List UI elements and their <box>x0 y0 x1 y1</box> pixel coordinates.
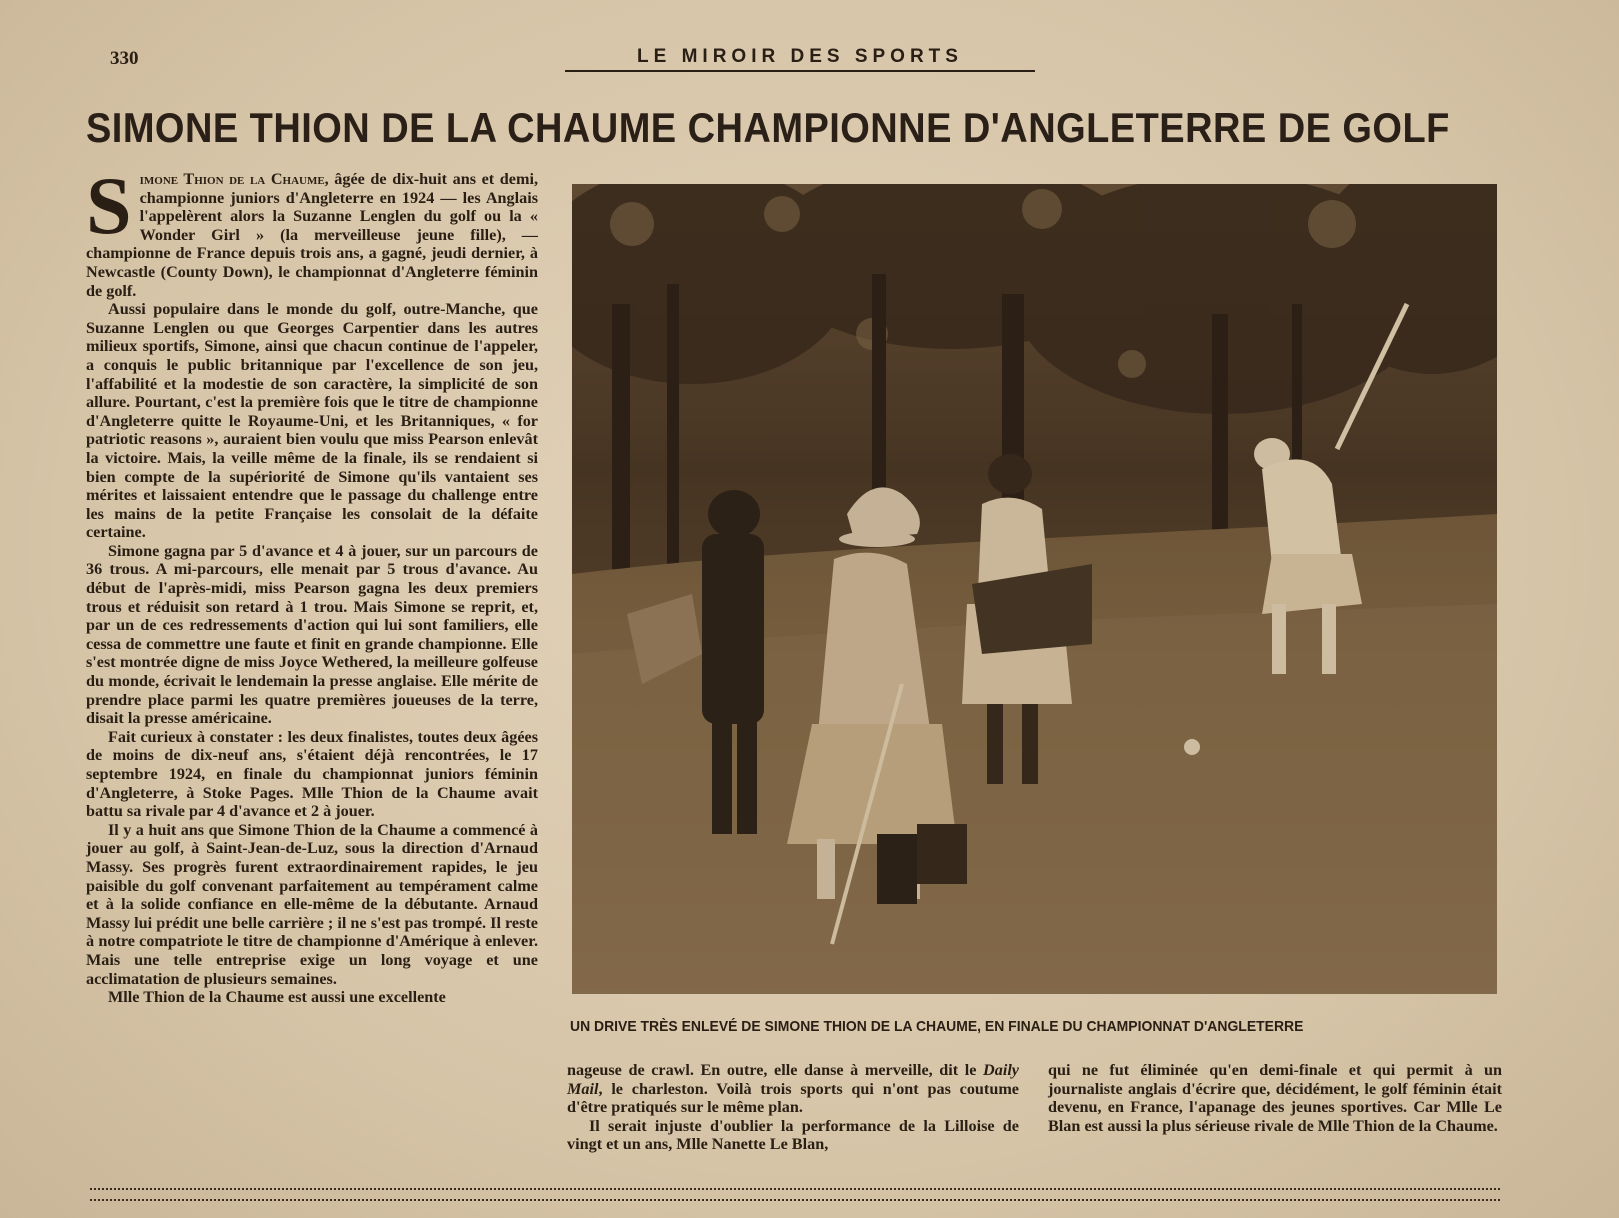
article-column-middle <box>567 1061 1019 1154</box>
article-paragraph: Aussi populaire dans le monde du golf, outre-Manche, que Suzanne Lenglen ou que Georges Carpentier dans les autres milieux sportifs, Simone, ainsi que chacun continue de l'appeler, a conquis le public britannique par l'excellence de son jeu, l'affabilité et la modestie de son caractère, la simplicité de son allure. Pourtant, c'est la première fois que le titre de championne d'Angleterre quitte le Royaume-Uni, et les Britanniques, « for patriotic reasons », auraient bien voulu que miss Pearson enlevât la victoire. Mais, la veille même de la finale, ils se rendaient si bien compte de la supériorité de Simone qu'ils vantaient ses mérites et laissaient entendre que le passage du challenge entre les mains de la petite Française les consolait de la défaite certaine. <box>86 300 538 542</box>
article-headline: SIMONE THION DE LA CHAUME CHAMPIONNE D'ANGLETERRE DE GOLF <box>86 104 1450 151</box>
magazine-title: LE MIROIR DES SPORTS <box>565 46 1035 72</box>
footer-dotted-rule <box>90 1188 1500 1201</box>
article-column-left <box>86 160 538 1007</box>
article-paragraph: Fait curieux à constater : les deux finalistes, toutes deux âgées de moins de dix-neuf ans, s'étaient déjà rencontrées, le 17 septembre 1924, en finale du championnat juniors féminin d'Angleterre, à Stoke Pages. Mlle Thion de la Chaume avait battu sa rivale par 4 d'avance et 2 à jouer. <box>86 727 538 821</box>
article-column-right <box>1048 1061 1502 1135</box>
article-paragraph: qui ne fut éliminée qu'en demi-finale et qui permit à un journaliste anglais d'écrire que, décidément, le golf féminin était devenu, en France, l'apanage des jeunes sportives. Car Mlle Le Blan est aussi la plus sérieuse rivale de Mlle Thion de la Chaume. <box>1048 1061 1502 1135</box>
photo-caption: UN DRIVE TRÈS ENLEVÉ DE SIMONE THION DE LA CHAUME, EN FINALE DU CHAMPIONNAT D'ANGLETERRE <box>570 1018 1304 1035</box>
golf-photo <box>572 184 1497 994</box>
article-paragraph: Simone gagna par 5 d'avance et 4 à jouer, sur un parcours de 36 trous. A mi-parcours, elle menait par 5 trous d'avance. Au début de l'après-midi, miss Pearson gagna les deux premiers trous et réduisit son retard à 1 trou. Mais Simone se reprit, et, par un de ces redressements d'action qui lui sont familiers, elle cessa de commettre une faute et finit en grande championne. Elle s'est montrée digne de miss Joyce Wethered, la meilleure golfeuse du monde, écrivait le lendemain la presse anglaise. Elle mérite de prendre place parmi les quatre premières joueuses de la terre, disait la presse américaine. <box>86 541 538 728</box>
article-paragraph: Mlle Thion de la Chaume est aussi une excellente <box>108 988 446 1007</box>
text-span: , le charleston. Voilà trois sports qui n'ont pas coutume d'être pratiqués sur le même plan. <box>567 1079 1019 1117</box>
newspaper-name: Daily Mail <box>567 1061 1019 1098</box>
drop-cap: S <box>86 160 132 251</box>
lead-smallcaps: imone Thion de la Chaume <box>139 170 325 188</box>
article-paragraph: Il y a huit ans que Simone Thion de la Chaume a commencé à jouer au golf, à Saint-Jean-de-Luz, sous la direction d'Arnaud Massy. Ses progrès furent extraordinairement rapides, le jeu paisible du golf convenant parfaitement au tempérament calme et à la solide confiance en elle-même de la débutante. Arnaud Massy lui prédit une belle carrière ; il ne s'est pas trompé. Il reste à notre compatriote le titre de championne d'Amérique à enlever. Mais une telle entreprise exige un long voyage et une acclimatation de plusieurs semaines. <box>86 820 538 988</box>
article-paragraph <box>567 1061 1019 1117</box>
page-number: 330 <box>110 48 139 69</box>
text-span: nageuse de crawl. En outre, elle danse à merveille, dit le <box>567 1061 984 1079</box>
lead-text: , âgée de dix-huit ans et demi, championne juniors d'Angleterre en 1924 — les Anglais l'appelèrent alors la Suzanne Lenglen du golf ou la « Wonder Girl » (la merveilleuse jeune fille), — championne de France depuis trois ans, a gagné, jeudi dernier, à Newcastle (County Down), le championnat d'Angleterre féminin de golf. <box>86 170 538 300</box>
article-lead-paragraph <box>86 160 538 300</box>
article-paragraph: Il serait injuste d'oublier la performance de la Lilloise de vingt et un ans, Mlle Nanette Le Blan, <box>567 1116 1019 1154</box>
